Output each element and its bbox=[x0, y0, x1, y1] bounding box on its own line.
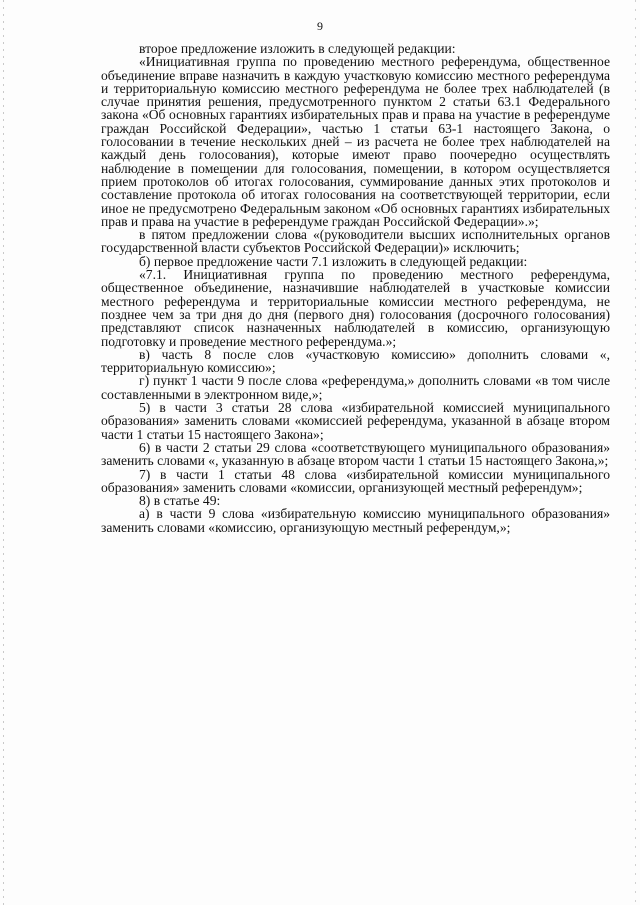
paragraph-item-8: 8) в статье 49: bbox=[139, 493, 221, 509]
paragraph-item-7: 7) в части 1 статьи 48 слова «избирательной комиссии муниципального образования» заменить словами «комиссии, организующей местный референдум»; bbox=[101, 466, 610, 495]
paragraph-part-7-1: «7.1. Инициативная группа по проведению местного референдума, общественное объединение, назначившие наблюдателей в участковые комиссии местного референдума и территориальные комиссии местного референдума, не позднее чем за три дня до дня (первого дня) голосования (досрочного голосования) представляют список назначенных наблюдателей в комиссию, организующую подготовку и проведение местного референдума.»; bbox=[101, 267, 610, 349]
paragraph-observers: «Инициативная группа по проведению местного референдума, общественное объединение вправе назначить в каждую участковую комиссию местного референдума и территориальную комиссию местного референдума не более трех наблюдателей (в случае принятия решения, предусмотренного пунктом 2 статьи 63.1 Федерального закона «Об основных гарантиях избирательных прав и права на участие в референдуме граждан Российской Федерации», частью 1 статьи 63-1 настоящего Закона, о голосовании в течение нескольких дней – из расчета не более трех наблюдателей на каждый день голосования), которые имеют право поочередно осуществлять наблюдение в помещении для голосования, помещении, в котором осуществляется прием протоколов об итогах голосования, суммирование данных этих протоколов и составление протокола об итогах голосования на соответствующей территории, если иное не предусмотрено Федеральным законом «Об основных гарантиях избирательных прав и права на участие в референдуме граждан Российской Федерации».»; bbox=[101, 54, 610, 229]
paragraph-item-5: 5) в части 3 статьи 28 слова «избирательной комиссией муниципального образования» заменить словами «комиссией референдума, указанной в абзаце втором части 1 статьи 15 настоящего Закона»; bbox=[101, 400, 610, 442]
paragraph-item-g: г) пункт 1 части 9 после слова «референдума,» дополнить словами «в том числе составленными в электронном виде,»; bbox=[101, 373, 610, 402]
paragraph-item-b: б) первое предложение части 7.1 изложить в следующей редакции: bbox=[139, 253, 528, 269]
paragraph-item-6: 6) в части 2 статьи 29 слова «соответствующего муниципального образования» заменить словами «, указанную в абзаце втором части 1 статьи 15 настоящего Закона,»; bbox=[101, 439, 610, 469]
paragraph-intro: второе предложение изложить в следующей редакции: bbox=[139, 41, 456, 56]
document-body bbox=[101, 42, 610, 534]
page-number: 9 bbox=[317, 19, 323, 33]
scan-edge-right bbox=[635, 0, 636, 905]
paragraph-item-v: в) часть 8 после слов «участковую комиссию» дополнить словами «, территориальную комиссию»; bbox=[101, 346, 610, 376]
scan-edge-left bbox=[3, 0, 4, 905]
paragraph-item-a: а) в части 9 слова «избирательную комиссию муниципального образования» заменить словами «комиссию, организующую местный референдум,»; bbox=[101, 506, 610, 535]
paragraph-fifth-sentence: в пятом предложении слова «(руководители высших исполнительных органов государственной власти субъектов Российской Федерации)» исключить; bbox=[101, 227, 610, 256]
